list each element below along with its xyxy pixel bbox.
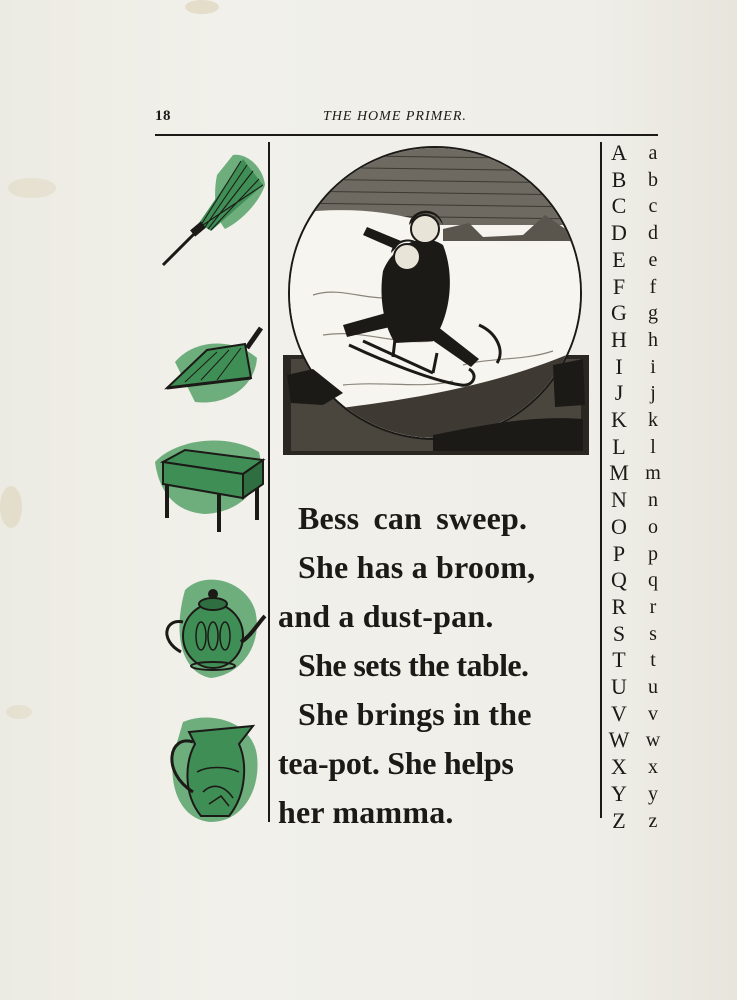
lowercase-alphabet [640, 140, 666, 834]
lowercase-letter: n [648, 489, 658, 512]
reading-line: tea-pot. She helps [278, 745, 514, 781]
lowercase-letter: u [648, 676, 658, 699]
uppercase-letter: X [611, 754, 627, 780]
uppercase-letter: G [611, 300, 627, 326]
paper-stain [6, 705, 32, 719]
uppercase-letter: Z [612, 807, 626, 833]
uppercase-letter: C [611, 193, 627, 219]
lowercase-letter: e [648, 248, 658, 271]
uppercase-letter: Y [611, 780, 627, 806]
page-header [155, 108, 660, 130]
table-icon [155, 432, 267, 537]
uppercase-letter: Q [611, 567, 627, 593]
uppercase-letter: F [612, 273, 626, 299]
right-column-rule [600, 142, 602, 818]
lowercase-letter: f [649, 275, 657, 298]
uppercase-letter: H [611, 326, 627, 352]
uppercase-letter: N [611, 487, 627, 513]
lowercase-letter: d [648, 222, 658, 245]
reading-passage [278, 494, 598, 837]
uppercase-alphabet [606, 140, 632, 834]
reading-line: her mamma. [278, 794, 454, 830]
uppercase-letter: M [609, 460, 629, 486]
uppercase-letter: V [611, 700, 627, 726]
lowercase-letter: s [649, 622, 657, 645]
lowercase-letter: o [648, 515, 658, 538]
reading-line: Bess can sweep. [298, 500, 528, 536]
uppercase-letter: T [612, 647, 626, 673]
uppercase-letter: U [611, 674, 627, 700]
uppercase-letter: S [612, 620, 626, 646]
running-title: THE HOME PRIMER. [323, 109, 467, 124]
uppercase-letter: P [612, 540, 626, 566]
uppercase-letter: W [608, 727, 630, 753]
lowercase-letter: r [649, 595, 657, 618]
lowercase-letter: j [650, 382, 656, 405]
teapot-icon [155, 570, 267, 685]
lowercase-letter: v [648, 702, 658, 725]
lowercase-letter: l [650, 435, 656, 458]
pitcher-icon [155, 712, 267, 824]
lowercase-letter: i [650, 355, 656, 378]
uppercase-letter: O [611, 513, 627, 539]
lowercase-letter: p [648, 542, 658, 565]
uppercase-letter: R [611, 593, 627, 619]
reading-line: and a dust-pan. [278, 598, 494, 634]
broom-icon [155, 145, 267, 270]
reading-line: She brings in the [298, 696, 532, 732]
lowercase-letter: b [648, 168, 658, 191]
lowercase-letter: z [648, 809, 658, 832]
lowercase-letter: w [645, 729, 661, 752]
lowercase-letter: g [648, 302, 658, 325]
uppercase-letter: I [615, 353, 623, 379]
uppercase-letter: L [612, 433, 626, 459]
uppercase-letter: K [611, 407, 627, 433]
lowercase-letter: h [648, 328, 658, 351]
uppercase-letter: J [614, 380, 624, 406]
dust-pan-icon [155, 318, 267, 413]
uppercase-letter: E [612, 246, 626, 272]
left-column-rule [268, 142, 270, 822]
paper-stain [8, 178, 56, 198]
lowercase-letter: c [648, 195, 658, 218]
lowercase-letter: a [648, 142, 658, 164]
uppercase-letter: D [611, 220, 627, 246]
reading-line: She sets the table. [298, 647, 529, 683]
children-on-sled-illustration [283, 145, 589, 455]
lowercase-letter: q [648, 569, 658, 592]
uppercase-letter: B [611, 166, 627, 192]
uppercase-letter: A [611, 140, 627, 165]
page-number: 18 [155, 108, 171, 124]
paper-stain [185, 0, 219, 14]
lowercase-letter: x [648, 756, 658, 779]
lowercase-letter: t [650, 649, 656, 672]
lowercase-letter: k [648, 409, 658, 432]
lowercase-letter: y [648, 782, 658, 805]
header-rule [155, 134, 658, 136]
lowercase-letter: m [645, 462, 661, 485]
paper-stain [0, 486, 22, 528]
reading-line: She has a broom, [298, 549, 536, 585]
